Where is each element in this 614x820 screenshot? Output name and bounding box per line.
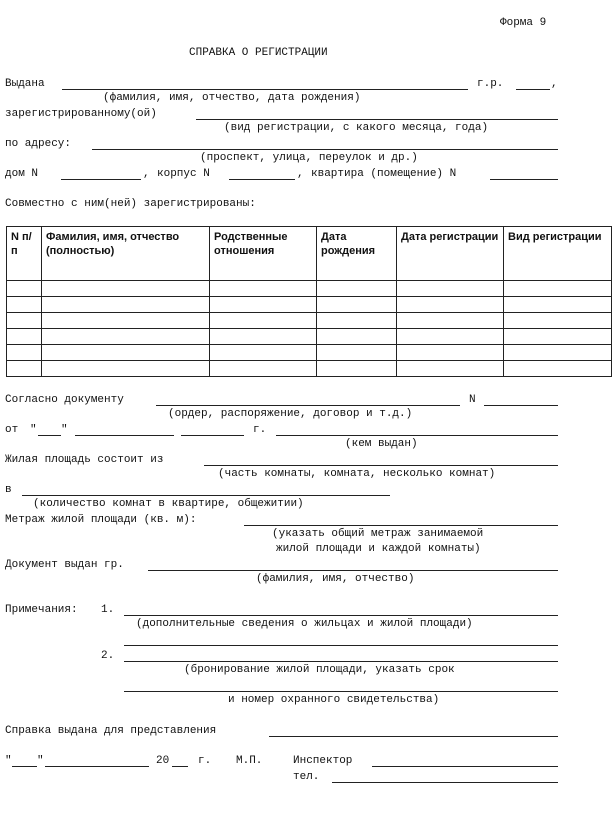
table-cell[interactable] [504,313,612,329]
building-field[interactable] [229,179,295,180]
living-space-label: Жилая площадь состоит из [5,454,164,466]
cohabitants-heading: Совместно с ним(ней) зарегистрированы: [5,198,256,210]
table-cell[interactable] [42,297,210,313]
table-cell[interactable] [7,313,42,329]
comma: , [551,78,558,90]
table-cell[interactable] [397,329,504,345]
note-2-field[interactable] [124,661,558,662]
note-2-hint: (бронирование жилой площади, указать срок [184,664,455,676]
note-1-field-2[interactable] [124,645,558,646]
comma: , [297,168,304,180]
building-label: корпус N [157,168,210,180]
table-cell[interactable] [317,345,397,361]
column-header-registration-date: Дата регистрации [397,227,504,281]
column-header-birth-date: Дата рождения [317,227,397,281]
table-row [7,281,612,297]
living-space-hint: (часть комнаты, комната, несколько комнат) [218,468,496,480]
in-label: в [5,484,12,496]
table-cell[interactable] [42,361,210,377]
column-header-registration-type: Вид регистрации [504,227,612,281]
note-2-field-2[interactable] [124,691,558,692]
table-cell[interactable] [210,313,317,329]
table-row [7,361,612,377]
year-label: г. [253,424,267,436]
table-cell[interactable] [504,329,612,345]
issued-by-hint: (кем выдан) [345,438,418,450]
cohabitants-table [6,226,612,377]
living-space-field[interactable] [204,465,558,466]
table-cell[interactable] [317,329,397,345]
table-cell[interactable] [504,281,612,297]
table-header-row [7,227,612,281]
table-cell[interactable] [317,281,397,297]
table-cell[interactable] [42,329,210,345]
area-label: Метраж жилой площади (кв. м): [5,514,197,526]
document-issued-field[interactable] [148,570,558,571]
column-header-relationship: Родственные отношения [210,227,317,281]
table-cell[interactable] [7,329,42,345]
document-field[interactable] [156,405,460,406]
table-cell[interactable] [504,361,612,377]
table-cell[interactable] [210,297,317,313]
issued-to-hint: (фамилия, имя, отчество, дата рождения) [103,92,361,104]
table-cell[interactable] [7,345,42,361]
stamp-label: М.П. [236,755,263,767]
birth-year-label: г.р. [477,78,504,90]
house-label: дом N [5,168,39,180]
document-issued-label: Документ выдан гр. [5,559,124,571]
table-cell[interactable] [7,281,42,297]
address-label: по адресу: [5,138,72,150]
table-cell[interactable] [317,313,397,329]
column-header-number: N п/п [7,227,42,281]
note-1-number: 1. [101,604,115,616]
note-2-number: 2. [101,650,115,662]
issued-to-field[interactable] [62,89,468,90]
footer-year-prefix: 20 [156,755,170,767]
registered-field[interactable] [196,119,558,120]
note-1-hint: (дополнительные сведения о жильцах и жилой площади) [136,618,473,630]
table-cell[interactable] [397,313,504,329]
rooms-field[interactable] [22,495,390,496]
table-cell[interactable] [397,281,504,297]
notes-label: Примечания: [5,604,78,616]
table-cell[interactable] [504,345,612,361]
table-row [7,329,612,345]
table-cell[interactable] [42,313,210,329]
registered-hint: (вид регистрации, с какого месяца, года) [224,122,489,134]
close-quote: " [61,424,68,436]
open-quote: " [30,424,37,436]
footer-year-field[interactable] [172,766,188,767]
table-cell[interactable] [317,361,397,377]
table-cell[interactable] [7,361,42,377]
document-label: Согласно документу [5,394,124,406]
table-cell[interactable] [210,329,317,345]
table-cell[interactable] [504,297,612,313]
table-cell[interactable] [42,281,210,297]
footer-close-quote: " [37,755,44,767]
document-hint: (ордер, распоряжение, договор и т.д.) [168,408,413,420]
inspector-field[interactable] [372,766,558,767]
footer-month-field[interactable] [45,766,149,767]
apartment-field[interactable] [490,179,558,180]
house-field[interactable] [61,179,141,180]
page-title: СПРАВКА О РЕГИСТРАЦИИ [189,47,328,59]
note-2-hint-2: и номер охранного свидетельства) [228,694,440,706]
table-row [7,313,612,329]
footer-year-suffix: г. [198,755,212,767]
table-row [7,345,612,361]
registered-label: зарегистрированному(ой) [5,108,157,120]
table-cell[interactable] [210,345,317,361]
table-cell[interactable] [397,361,504,377]
birth-year-field[interactable] [516,89,550,90]
date-from-label: от [5,424,19,436]
year-field[interactable] [181,435,244,436]
table-cell[interactable] [7,297,42,313]
phone-label: тел. [293,771,320,783]
footer-day-field[interactable] [12,766,37,767]
rooms-hint: (количество комнат в квартире, общежитии) [33,498,304,510]
table-cell[interactable] [210,361,317,377]
table-cell[interactable] [397,345,504,361]
document-number-field[interactable] [484,405,558,406]
form-number: Форма 9 [500,17,547,29]
column-header-full-name: Фамилия, имя, отчество (полностью) [42,227,210,281]
issued-to-label: Выдана [5,78,45,90]
inspector-label: Инспектор [293,755,353,767]
table-cell[interactable] [397,297,504,313]
table-row [7,297,612,313]
day-field[interactable] [38,435,61,436]
document-number-label: N [469,394,476,406]
table-cell[interactable] [42,345,210,361]
month-field[interactable] [75,435,174,436]
presentation-field[interactable] [269,736,558,737]
address-hint: (проспект, улица, переулок и др.) [200,152,418,164]
issued-by-field[interactable] [276,435,558,436]
presentation-label: Справка выдана для представления [5,725,217,737]
area-hint-1: (указать общий метраж занимаемой [272,528,484,540]
area-field[interactable] [244,525,558,526]
phone-field[interactable] [332,782,558,783]
table-cell[interactable] [210,281,317,297]
address-field[interactable] [92,149,558,150]
note-1-field[interactable] [124,615,558,616]
apartment-label: квартира (помещение) N [311,168,457,180]
comma: , [143,168,150,180]
footer-open-quote: " [5,755,12,767]
document-issued-hint: (фамилия, имя, отчество) [256,573,415,585]
table-cell[interactable] [317,297,397,313]
area-hint-2: жилой площади и каждой комнаты) [276,543,481,555]
